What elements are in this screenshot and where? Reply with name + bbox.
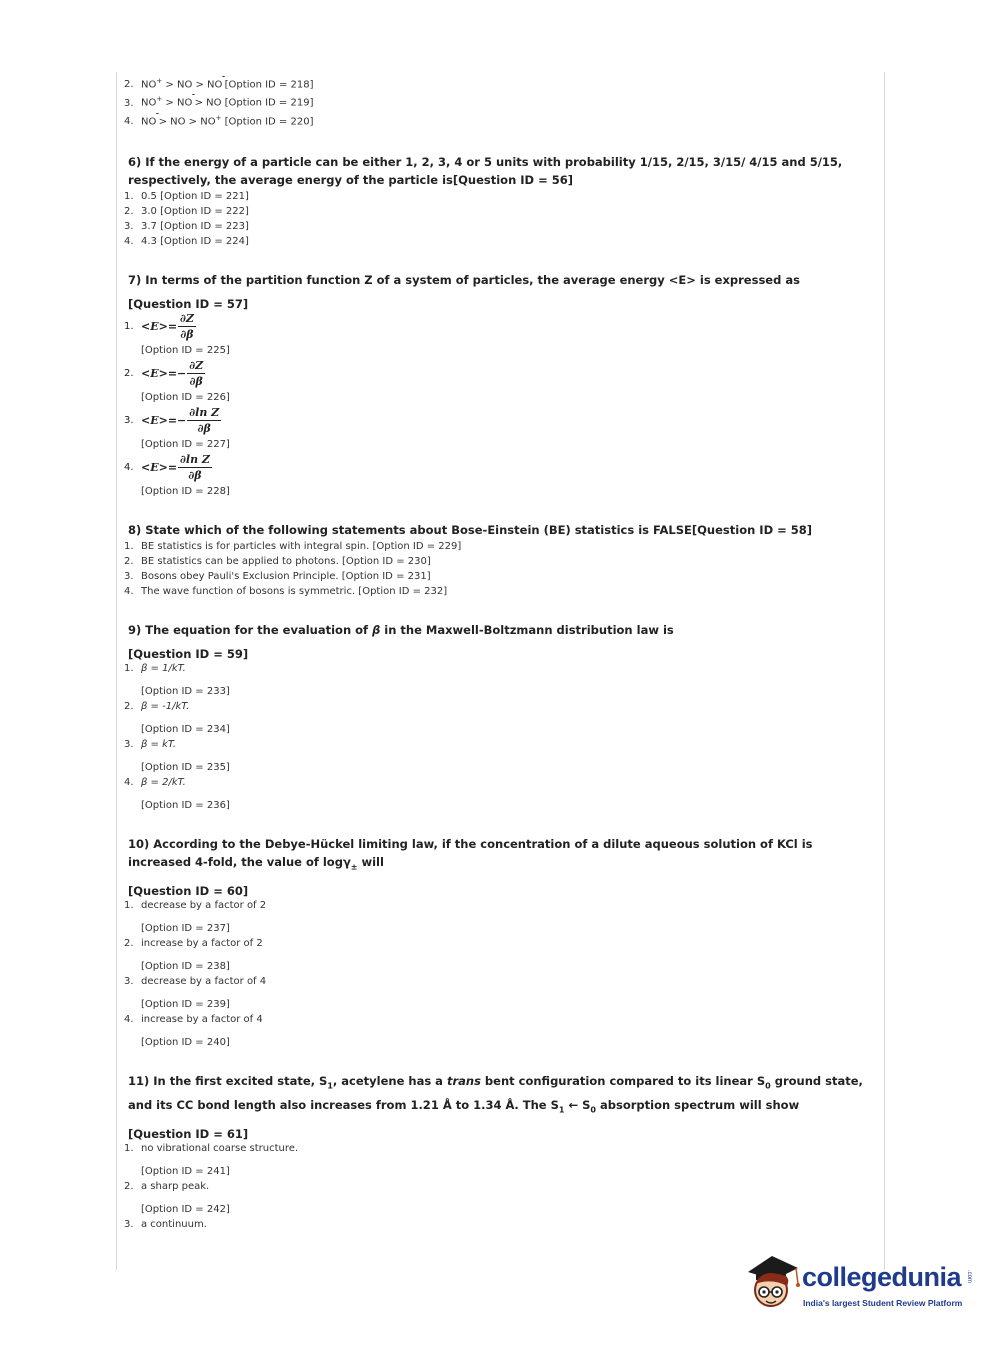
q10-options xyxy=(124,898,876,1050)
q10-option: 4. increase by a factor of 4 xyxy=(124,1014,263,1026)
q7-option-id: [Option ID = 225] xyxy=(141,344,230,356)
logo-tagline: India's largest Student Review Platform xyxy=(803,1298,963,1308)
q9-option-id: [Option ID = 234] xyxy=(141,723,230,735)
q5-option-4: 4. NO > NO > NO+ [Option ID = 220] xyxy=(124,113,314,127)
q8-option: 4. The wave function of bosons is symmetric. [Option ID = 232] xyxy=(124,585,448,597)
q11-option-id: [Option ID = 242] xyxy=(141,1203,230,1215)
q7-text: 7) In terms of the partition function Z of a system of particles, the average energy <E> is expressed as xyxy=(128,272,800,287)
q8-option: 2. BE statistics can be applied to photons. [Option ID = 230] xyxy=(124,555,431,567)
q8-text: 8) State which of the following statements about Bose-Einstein (BE) statistics is FALSE[Question ID = 58] xyxy=(128,522,813,537)
q7-fraction: $\frac{\text{∂ln Z}}{\partial\beta}$ xyxy=(189,406,220,436)
q6-option: 2. 3.0 [Option ID = 222] xyxy=(124,205,249,217)
q10-option-id: [Option ID = 239] xyxy=(141,999,230,1011)
collegedunia-logo[interactable] xyxy=(742,1250,982,1316)
q9-option: 1. β = 1/kT. xyxy=(124,662,186,674)
document-content xyxy=(124,74,876,1232)
q11-question-id: [Question ID = 61] xyxy=(128,1126,249,1141)
q7-option-id: [Option ID = 226] xyxy=(141,391,230,403)
q6-option: 1. 0.5 [Option ID = 221] xyxy=(124,190,249,202)
q11-option: 2. a sharp peak. xyxy=(124,1180,210,1192)
q7-fraction: $\frac{\partial Z}{\partial\beta}$ xyxy=(180,312,194,342)
q9-option: 3. β = kT. xyxy=(124,738,177,750)
q9-text: 9) The equation for the evaluation of β in the Maxwell-Boltzmann distribution law is xyxy=(128,622,674,637)
q10-text: 10) According to the Debye-Hückel limiting law, if the concentration of a dilute aqueous solution of KCl is increased 4-fold, the value of logγ$_\pm$ will xyxy=(128,836,813,872)
q11-option-id: [Option ID = 241] xyxy=(141,1165,230,1177)
q7-option-1: 1. <E>= $\frac{\partial Z}{\partial\beta}$ xyxy=(124,312,194,342)
q8-options xyxy=(124,539,876,599)
q7-question-id: [Question ID = 57] xyxy=(128,296,249,311)
q8-option: 1. BE statistics is for particles with integral spin. [Option ID = 229] xyxy=(124,540,462,552)
mascot-icon xyxy=(742,1250,802,1316)
logo-wordmark: collegedunia xyxy=(802,1262,962,1292)
q7-fraction: $\frac{\text{∂ln Z}}{\partial\beta}$ xyxy=(180,453,210,483)
q11-text: 11) In the first excited state, $S_1$, acetylene has a trans bent configuration compared to its linear $S_0$ ground state, and its CC bond length also increases from 1.21 Å to 1.34 Å. The $S_1$ ← $S_0$ absorption spectrum will show xyxy=(128,1074,863,1114)
q10-option: 3. decrease by a factor of 4 xyxy=(124,976,267,988)
q10-option-id: [Option ID = 238] xyxy=(141,961,230,973)
q9-option-id: [Option ID = 233] xyxy=(141,685,230,697)
q9-options xyxy=(124,661,876,813)
q7-options xyxy=(124,311,876,499)
q9-option: 2. β = -1/kT. xyxy=(124,700,190,712)
q5-options xyxy=(124,74,876,129)
q6-option: 4. 4.3 [Option ID = 224] xyxy=(124,235,249,247)
q11-option: 1. no vibrational coarse structure. xyxy=(124,1142,299,1154)
q10-option: 1. decrease by a factor of 2 xyxy=(124,900,267,912)
q10-option: 2. increase by a factor of 2 xyxy=(124,938,263,950)
page-border-right xyxy=(884,72,885,1270)
q10-option-id: [Option ID = 240] xyxy=(141,1037,230,1049)
q8-option: 3. Bosons obey Pauli's Exclusion Principle. [Option ID = 231] xyxy=(124,570,431,582)
q11-option: 3. a continuum. xyxy=(124,1218,207,1230)
q11-options xyxy=(124,1141,876,1232)
q9-option-id: [Option ID = 235] xyxy=(141,761,230,773)
q6-options xyxy=(124,189,876,249)
q7-fraction: $\frac{\partial Z}{\partial\beta}$ xyxy=(189,359,204,389)
q7-option-id: [Option ID = 227] xyxy=(141,438,230,450)
logo-suffix: .com xyxy=(966,1270,972,1284)
q6-text: 6) If the energy of a particle can be either 1, 2, 3, 4 or 5 units with probability 1/15, 2/15, 3/15/ 4/15 and 5/15, respectively, the average energy of the particle is[Question ID = 56] xyxy=(128,154,843,187)
page-border-left xyxy=(116,72,117,1270)
q7-option-3: 3. <E>= − $\frac{\text{∂ln Z}}{\partial\beta}$ xyxy=(124,406,220,436)
q6-option: 3. 3.7 [Option ID = 223] xyxy=(124,220,249,232)
q5-option-2: 2. NO+ > NO > NO [Option ID = 218] xyxy=(124,77,314,91)
q5-option-3: 3. NO+ > NO > NO [Option ID = 219] xyxy=(124,95,314,109)
q9-option: 4. β = 2/kT. xyxy=(124,776,186,788)
q7-option-2: 2. <E>= − $\frac{\partial Z}{\partial\beta}$ xyxy=(124,359,204,389)
q10-question-id: [Question ID = 60] xyxy=(128,884,249,899)
q7-option-4: 4. <E>= $\frac{\text{∂ln Z}}{\partial\beta}$ xyxy=(124,453,210,483)
q7-option-id: [Option ID = 228] xyxy=(141,485,230,497)
q9-question-id: [Question ID = 59] xyxy=(128,646,249,661)
q9-option-id: [Option ID = 236] xyxy=(141,799,230,811)
q10-option-id: [Option ID = 237] xyxy=(141,923,230,935)
